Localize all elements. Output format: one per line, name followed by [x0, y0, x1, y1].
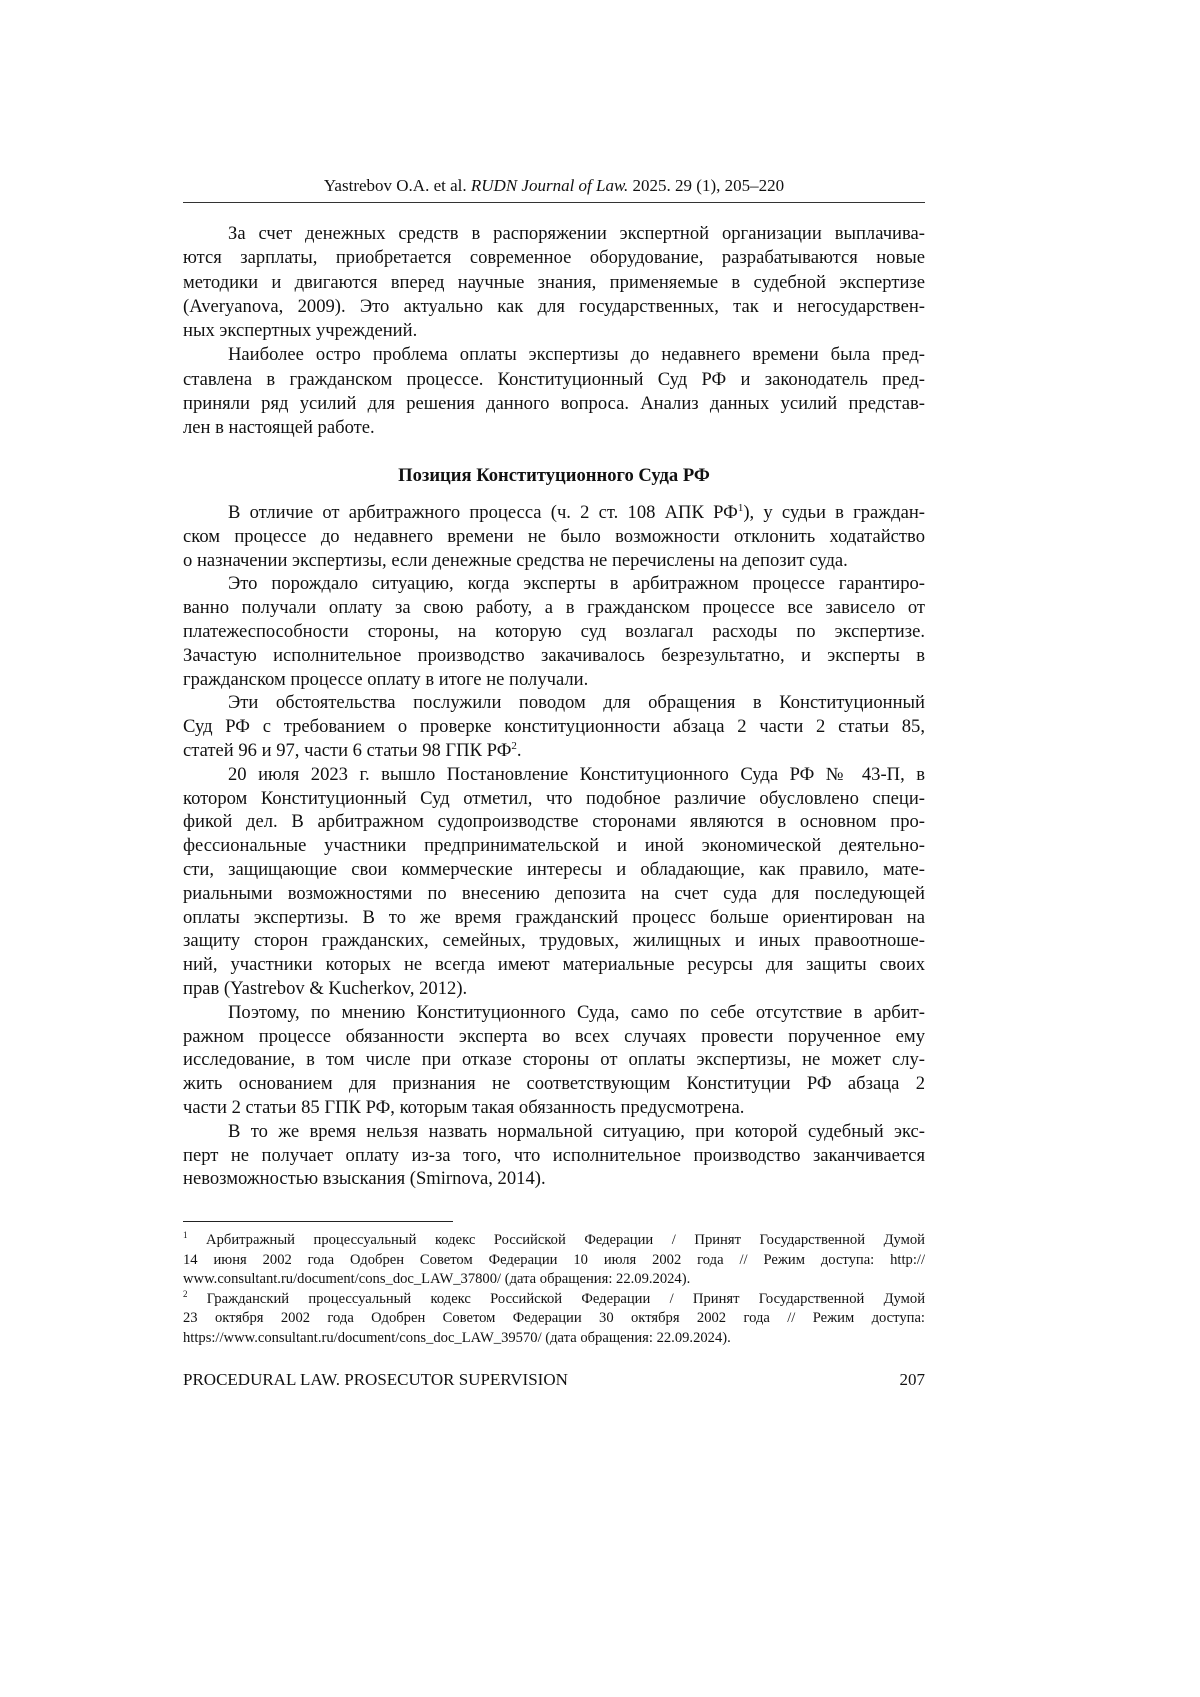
text-line: исследование, в том числе при отказе стороны от оплаты экспертизы, не может слу- [183, 1048, 925, 1072]
header-authors: Yastrebov O.A. et al. [324, 176, 467, 195]
text-line: оплаты экспертизы. В то же время гражданский процесс больше ориентирован на [183, 906, 925, 930]
text-line: За счет денежных средств в распоряжении экспертной организации выплачива- [183, 222, 925, 246]
text-line: ний, участники которых не всегда имеют материальные ресурсы для защиты своих [183, 953, 925, 977]
text-segment: Гражданский процессуальный кодекс Российской Федерации / Принят Государственной Думой [188, 1291, 926, 1307]
paragraph [183, 1120, 925, 1191]
text-line: жить основанием для признания не соответствующим Конституции РФ абзаца 2 [183, 1072, 925, 1096]
text-line: (Averyanova, 2009). Это актуально как для государственных, так и негосударствен- [183, 295, 925, 319]
text-line: перт не получает оплату из-за того, что исполнительное производство заканчивается [183, 1144, 925, 1168]
footer-section: PROCEDURAL LAW. PROSECUTOR SUPERVISION [183, 1370, 568, 1390]
body-text [183, 501, 925, 1191]
text-segment: . [517, 740, 522, 761]
text-line: риальными возможностями по внесению депозита на счет суда для последующей [183, 882, 925, 906]
text-segment: ), у судьи в граждан- [743, 502, 925, 523]
text-line: ском процессе до недавнего времени не было возможности отклонить ходатайство [183, 525, 925, 549]
intro-text [183, 222, 925, 441]
footnotes [183, 1231, 925, 1348]
footnote-marker: 2 [183, 1289, 188, 1299]
section-heading: Позиция Конституционного Суда РФ [183, 465, 925, 487]
text-line: 20 июля 2023 г. вышло Постановление Конституционного Суда РФ № 43-П, в [183, 763, 925, 787]
text-line: лен в настоящей работе. [183, 416, 925, 440]
text-line [183, 739, 925, 763]
paragraph [183, 1001, 925, 1120]
text-line: ных экспертных учреждений. [183, 319, 925, 343]
text-line: ражном процессе обязанности эксперта во всех случаях провести порученное ему [183, 1025, 925, 1049]
running-header [183, 176, 925, 196]
text-line: прав (Yastrebov & Kucherkov, 2012). [183, 977, 925, 1001]
page-footer [183, 1370, 925, 1390]
text-line: сти, защищающие свои коммерческие интересы и обладающие, как правило, мате- [183, 858, 925, 882]
text-line: 23 октября 2002 года Одобрен Советом Федерации 30 октября 2002 года // Режим доступа: [183, 1309, 925, 1329]
text-line: Наиболее остро проблема оплаты экспертизы до недавнего времени была пред- [183, 343, 925, 367]
text-segment: В отличие от арбитражного процесса (ч. 2 ст. 108 АПК РФ [228, 502, 738, 523]
text-line: невозможностью взыскания (Smirnova, 2014). [183, 1167, 925, 1191]
text-line [183, 501, 925, 525]
paragraph [183, 691, 925, 762]
footnote [183, 1231, 925, 1290]
text-line: 14 июня 2002 года Одобрен Советом Федерации 10 июля 2002 года // Режим доступа: http:// [183, 1251, 925, 1271]
header-issue: 2025. 29 (1), 205–220 [633, 176, 785, 195]
paragraph [183, 501, 925, 572]
footnote-marker: 1 [738, 502, 744, 514]
text-line: котором Конституционный Суд отметил, что подобное различие обусловлено специ- [183, 787, 925, 811]
text-line: Это порождало ситуацию, когда эксперты в арбитражном процессе гарантиро- [183, 572, 925, 596]
text-line: www.consultant.ru/document/cons_doc_LAW_37800/ (дата обращения: 22.09.2024). [183, 1270, 925, 1290]
text-line: части 2 статьи 85 ГПК РФ, которым такая обязанность предусмотрена. [183, 1096, 925, 1120]
text-line: гражданском процессе оплату в итоге не получали. [183, 668, 925, 692]
paragraph [183, 572, 925, 691]
text-line: Зачастую исполнительное производство закачивалось безрезультатно, и эксперты в [183, 644, 925, 668]
text-line: платежеспособности стороны, на которую суд возлагал расходы по экспертизе. [183, 620, 925, 644]
text-line: ставлена в гражданском процессе. Конституционный Суд РФ и законодатель пред- [183, 368, 925, 392]
text-line: фикой дел. В арбитражном судопроизводстве сторонами являются в основном про- [183, 810, 925, 834]
header-rule [183, 202, 925, 203]
text-line: Поэтому, по мнению Конституционного Суда, само по себе отсутствие в арбит- [183, 1001, 925, 1025]
text-line: Эти обстоятельства послужили поводом для обращения в Конституционный [183, 691, 925, 715]
text-line: Суд РФ с требованием о проверке конституционности абзаца 2 части 2 статьи 85, [183, 715, 925, 739]
text-line: методики и двигаются вперед научные знания, применяемые в судебной экспертизе [183, 271, 925, 295]
footnote-rule [183, 1221, 453, 1222]
text-line: приняли ряд усилий для решения данного вопроса. Анализ данных усилий представ- [183, 392, 925, 416]
footnote-marker: 1 [183, 1230, 188, 1240]
text-line: ются зарплаты, приобретается современное оборудование, разрабатываются новые [183, 246, 925, 270]
paragraph [183, 222, 925, 343]
paragraph [183, 343, 925, 440]
text-line: защиту сторон гражданских, семейных, трудовых, жилищных и иных правоотноше- [183, 929, 925, 953]
text-segment: статей 96 и 97, части 6 статьи 98 ГПК РФ [183, 740, 511, 761]
footnote-marker: 2 [511, 740, 517, 752]
text-line [183, 1290, 925, 1310]
text-line: фессиональные участники предпринимательской и иной экономической деятельно- [183, 834, 925, 858]
footnote [183, 1290, 925, 1349]
paragraph [183, 763, 925, 1001]
text-line: ванно получали оплату за свою работу, а в гражданском процессе все зависело от [183, 596, 925, 620]
text-line: https://www.consultant.ru/document/cons_doc_LAW_39570/ (дата обращения: 22.09.2024). [183, 1329, 925, 1349]
text-line: В то же время нельзя назвать нормальной ситуацию, при которой судебный экс- [183, 1120, 925, 1144]
header-journal: RUDN Journal of Law. [471, 176, 628, 195]
text-line [183, 1231, 925, 1251]
text-line: о назначении экспертизы, если денежные средства не перечислены на депозит суда. [183, 549, 925, 573]
page-number: 207 [900, 1370, 926, 1390]
text-segment: Арбитражный процессуальный кодекс Российской Федерации / Принят Государственной Думой [188, 1232, 926, 1248]
